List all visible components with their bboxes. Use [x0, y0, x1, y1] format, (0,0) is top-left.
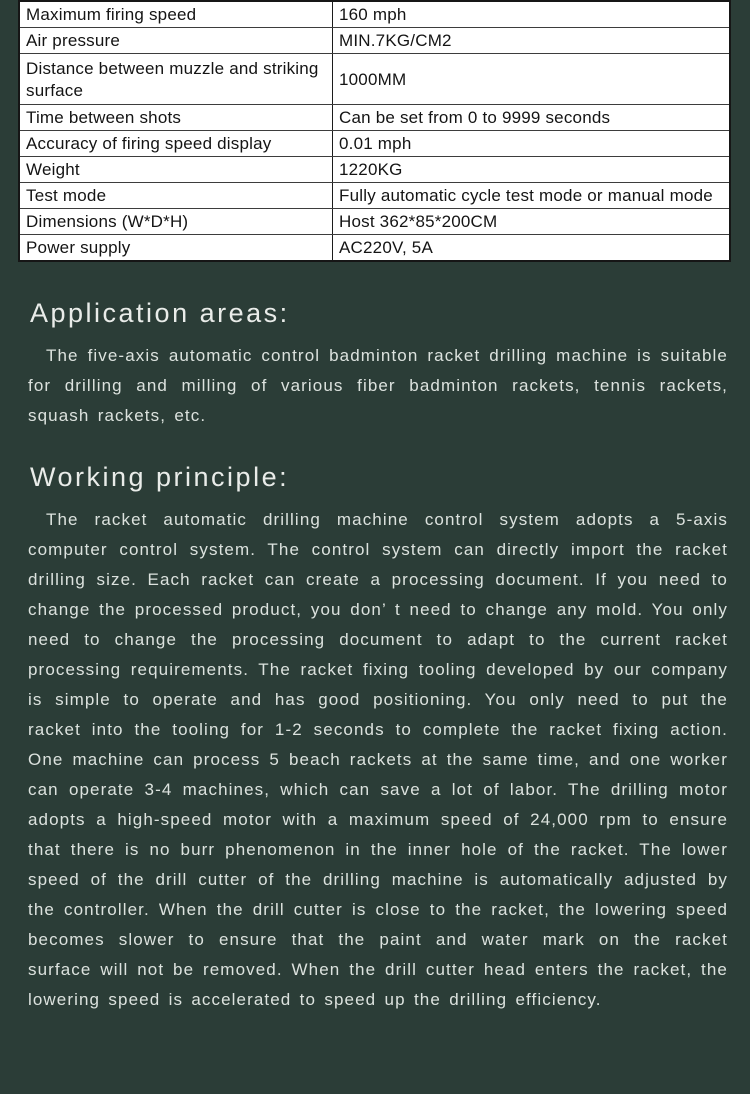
- section-application-areas: [0, 296, 750, 431]
- spec-value: 0.01 mph: [333, 131, 731, 157]
- table-row: [19, 131, 730, 157]
- table-row: [19, 235, 730, 262]
- spec-label: Weight: [19, 157, 333, 183]
- working-principle-body: The racket automatic drilling machine control system adopts a 5-axis computer control system. The control system can directly import the racket drilling size. Each racket can create a processing document. If you need to change the processed product, you don’ t need to change any mold. You only need to change the processing document to adapt to the current racket processing requirements. The racket fixing tooling developed by our company is simple to operate and has good positioning. You only need to put the racket into the tooling for 1-2 seconds to complete the racket fixing action. One machine can process 5 beach rackets at the same time, and one worker can operate 3-4 machines, which can save a lot of labor. The drilling motor adopts a high-speed motor with a maximum speed of 24,000 rpm to ensure that there is no burr phenomenon in the inner hole of the racket. The lower speed of the drill cutter of the drilling machine is automatically adjusted by the controller. When the drill cutter is close to the racket, the lowering speed becomes slower to ensure that the paint and water mark on the racket surface will not be removed. When the drill cutter head enters the racket, the lowering speed is accelerated to speed up the drilling efficiency.: [28, 510, 728, 1009]
- spec-table: [18, 0, 731, 262]
- table-row: [19, 183, 730, 209]
- table-row: [19, 1, 730, 28]
- table-row: [19, 209, 730, 235]
- spec-value: Host 362*85*200CM: [333, 209, 731, 235]
- spec-value: AC220V, 5A: [333, 235, 731, 262]
- spec-value: 1220KG: [333, 157, 731, 183]
- table-row: [19, 28, 730, 54]
- spec-value: MIN.7KG/CM2: [333, 28, 731, 54]
- spec-label: Distance between muzzle and striking surface: [19, 54, 333, 105]
- table-row: [19, 105, 730, 131]
- spec-value: 160 mph: [333, 1, 731, 28]
- spec-label: Maximum firing speed: [19, 1, 333, 28]
- spec-label: Test mode: [19, 183, 333, 209]
- spec-label: Air pressure: [19, 28, 333, 54]
- spec-value: Can be set from 0 to 9999 seconds: [333, 105, 731, 131]
- working-principle-heading: Working principle:: [30, 462, 290, 492]
- spec-table-body: [19, 1, 730, 261]
- spec-value: Fully automatic cycle test mode or manual mode: [333, 183, 731, 209]
- spec-label: Power supply: [19, 235, 333, 262]
- application-areas-body: The five-axis automatic control badminton racket drilling machine is suitable for drilling and milling of various fiber badminton rackets, tennis rackets, squash rackets, etc.: [28, 346, 728, 425]
- application-areas-heading: Application areas:: [30, 298, 290, 328]
- spec-label: Accuracy of firing speed display: [19, 131, 333, 157]
- table-row: [19, 54, 730, 105]
- spec-label: Time between shots: [19, 105, 333, 131]
- spec-label: Dimensions (W*D*H): [19, 209, 333, 235]
- section-working-principle: [0, 460, 750, 1015]
- table-row: [19, 157, 730, 183]
- spec-value: 1000MM: [333, 54, 731, 105]
